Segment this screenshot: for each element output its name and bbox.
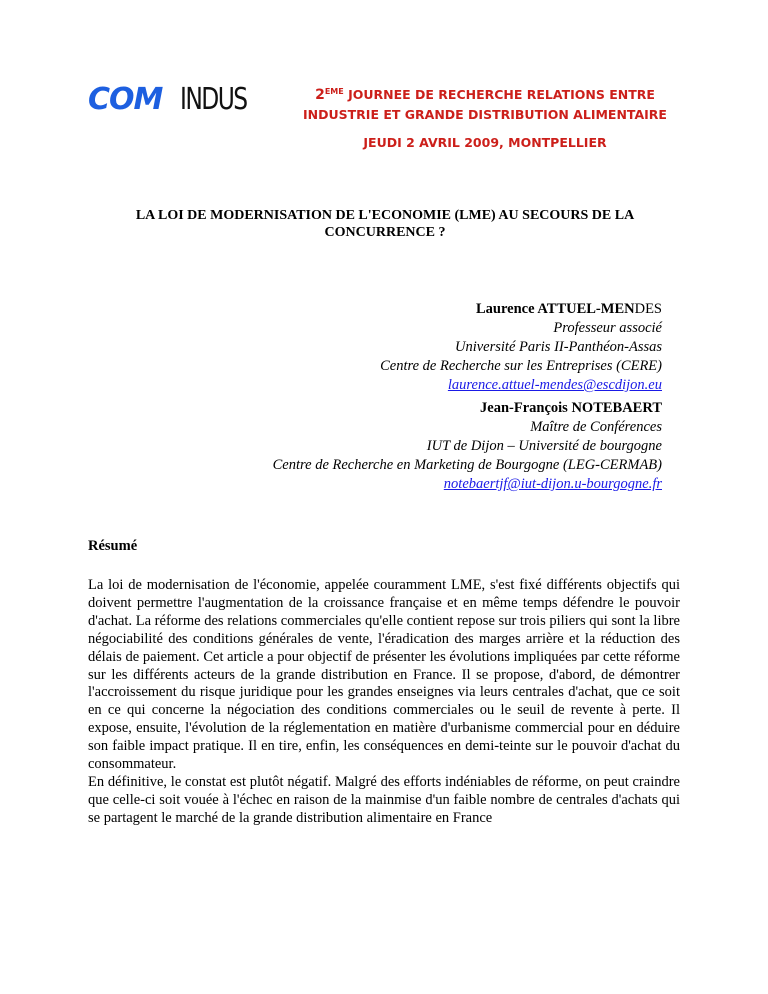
- comindus-logo: [88, 82, 278, 122]
- paper-title: LA LOI DE MODERNISATION DE L'ECONOMIE (LME) AU SECOURS DE LA CONCURRENCE ?: [135, 208, 635, 240]
- abstract-paragraph-2: En définitive, le constat est plutôt négatif. Malgré des efforts indéniables de réforme, on peut craindre que celle-ci soit vouée à l'échec en raison de la mainmise d'un faible nombre de centrales d'achats qui se partagent le marché de la grande distribution alimentaire en France: [88, 773, 680, 826]
- event-line-1-text: JOURNEE DE RECHERCHE RELATIONS ENTRE: [343, 87, 655, 103]
- author-research-center: Centre de Recherche en Marketing de Bourgogne (LEG-CERMAB): [272, 457, 662, 473]
- author-name: [273, 399, 662, 418]
- author-block-1: [380, 300, 662, 395]
- logo-com-text: COM: [88, 82, 163, 117]
- author-position: Professeur associé: [553, 320, 662, 336]
- event-line-2: INDUSTRIE ET GRANDE DISTRIBUTION ALIMENTAIRE: [303, 107, 667, 123]
- event-edition-number: 2: [315, 87, 325, 104]
- event-title: [285, 82, 685, 125]
- author-email-link[interactable]: laurence.attuel-mendes@escdijon.eu: [447, 377, 662, 393]
- author-block-2: [273, 399, 662, 494]
- abstract-heading: Résumé: [88, 538, 138, 554]
- abstract-body: [88, 577, 680, 828]
- author-institution: IUT de Dijon – Université de bourgogne: [426, 438, 662, 454]
- author-research-center: Centre de Recherche sur les Entreprises (CERE): [380, 358, 662, 374]
- author-name: [380, 300, 662, 319]
- event-line-1: [285, 82, 685, 105]
- event-date: JEUDI 2 AVRIL 2009, MONTPELLIER: [363, 135, 607, 150]
- author-name-bold: Laurence ATTUEL-MEN: [476, 301, 635, 317]
- author-institution: Université Paris II-Panthéon-Assas: [455, 339, 662, 355]
- abstract-paragraph-1: La loi de modernisation de l'économie, appelée couramment LME, s'est fixé différents objectifs qui doivent permettre l'augmentation de la croissance française et en même temps défendre le pouvoir d'achat. La réforme des relations commerciales qu'elle contient repose sur trois piliers qui sont la libre négociabilité des conditions générales de vente, l'éradication des marges arrière et la réduction des délais de paiement. Cet article a pour objectif de présenter les évolutions impliquées par cette réforme sur les différents acteurs de la grande distribution en France. Il se propose, d'abord, de démontrer l'accroissement du risque juridique pour les grandes enseignes via leurs centrales d'achat, que ce soit en ce qui concerne la négociation des conditions commerciales ou le seuil de revente à perte. Il expose, ensuite, l'évolution de la réglementation en matière d'urbanisme commercial pour en déduire son faible impact pratique. Il en tire, enfin, les conséquences en demi-teinte sur le pouvoir d'achat du consommateur.: [88, 577, 680, 773]
- event-edition-suffix: EME: [324, 87, 344, 96]
- author-email-link[interactable]: notebaertjf@iut-dijon.u-bourgogne.fr: [443, 476, 662, 492]
- logo-indus-text: INDUS: [180, 82, 247, 117]
- author-position: Maître de Conférences: [530, 419, 662, 435]
- author-name-rest: DES: [634, 301, 662, 317]
- author-name-bold: Jean-François NOTEBAERT: [480, 400, 662, 416]
